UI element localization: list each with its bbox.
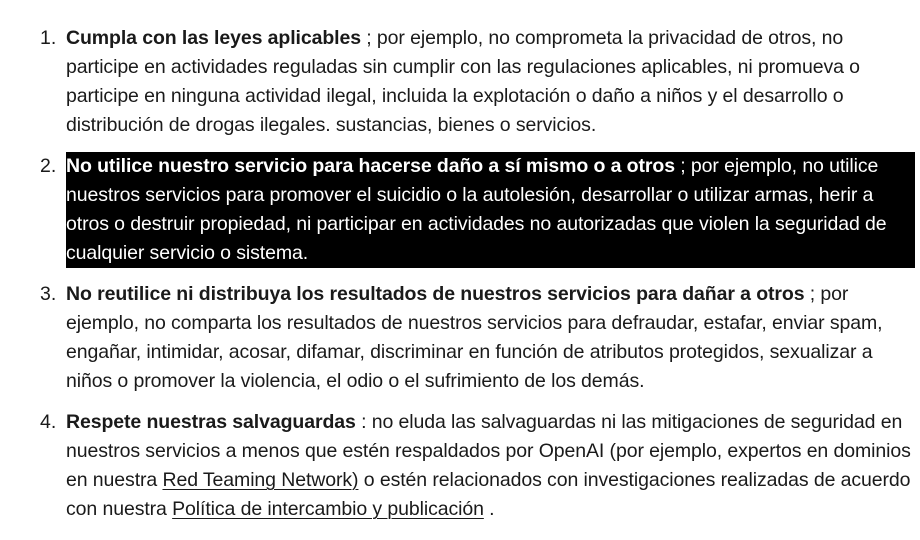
item-number: 1.	[40, 27, 57, 49]
policy-item-no-harm	[40, 152, 915, 268]
item-body	[66, 280, 915, 396]
policy-item-no-repurpose	[40, 280, 915, 396]
item-text: o estén relacionados con investigaciones realizadas de acuerdo con nuestra	[66, 469, 911, 520]
item-number: 4.	[40, 411, 57, 433]
item-body	[66, 408, 915, 524]
item-text: .	[483, 498, 495, 520]
red-teaming-network-link[interactable]: Red Teaming Network)	[162, 469, 359, 491]
item-text: ; por ejemplo, no comparta los resultados de nuestros servicios para defraudar, estafar, enviar spam, engañar, intimidar, acosar, difamar, discriminar en función de atributos protegidos, sexualizar a niños o promover la violencia, el odio o el sufrimiento de los demás.	[66, 283, 883, 392]
item-text: ; por ejemplo, no utilice nuestros servicios para promover el suicidio o la autolesión, desarrollar o utilizar armas, herir a otros o destruir propiedad, ni participar en actividades no autorizadas que violen la seguridad de cualquier servicio o sistema.	[66, 155, 887, 264]
item-number: 3.	[40, 283, 57, 305]
item-body-selected	[66, 152, 915, 268]
usage-policies-list	[40, 24, 915, 536]
item-text: : no eluda las salvaguardas ni las mitigaciones de seguridad en nuestros servicios a menos que estén respaldados por OpenAI (por ejemplo, expertos en dominios en nuestra	[66, 411, 911, 491]
sharing-publication-policy-link[interactable]: Política de intercambio y publicación	[172, 498, 484, 520]
policy-item-comply-laws	[40, 24, 915, 140]
item-title: Respete nuestras salvaguardas	[66, 411, 356, 433]
item-number: 2.	[40, 155, 57, 177]
item-title: No reutilice ni distribuya los resultados de nuestros servicios para dañar a otros	[66, 283, 805, 305]
policy-item-respect-safeguards	[40, 408, 915, 524]
item-title: No utilice nuestro servicio para hacerse daño a sí mismo o a otros	[66, 155, 675, 177]
item-text: ; por ejemplo, no comprometa la privacidad de otros, no participe en actividades reguladas sin cumplir con las regulaciones aplicables, ni promueva o participe en ninguna actividad ilegal, incluida la explotación o daño a niños y el desarrollo o distribución de drogas ilegales. sustancias, bienes o servicios.	[66, 27, 860, 136]
item-body	[66, 24, 915, 140]
item-title: Cumpla con las leyes aplicables	[66, 27, 361, 49]
